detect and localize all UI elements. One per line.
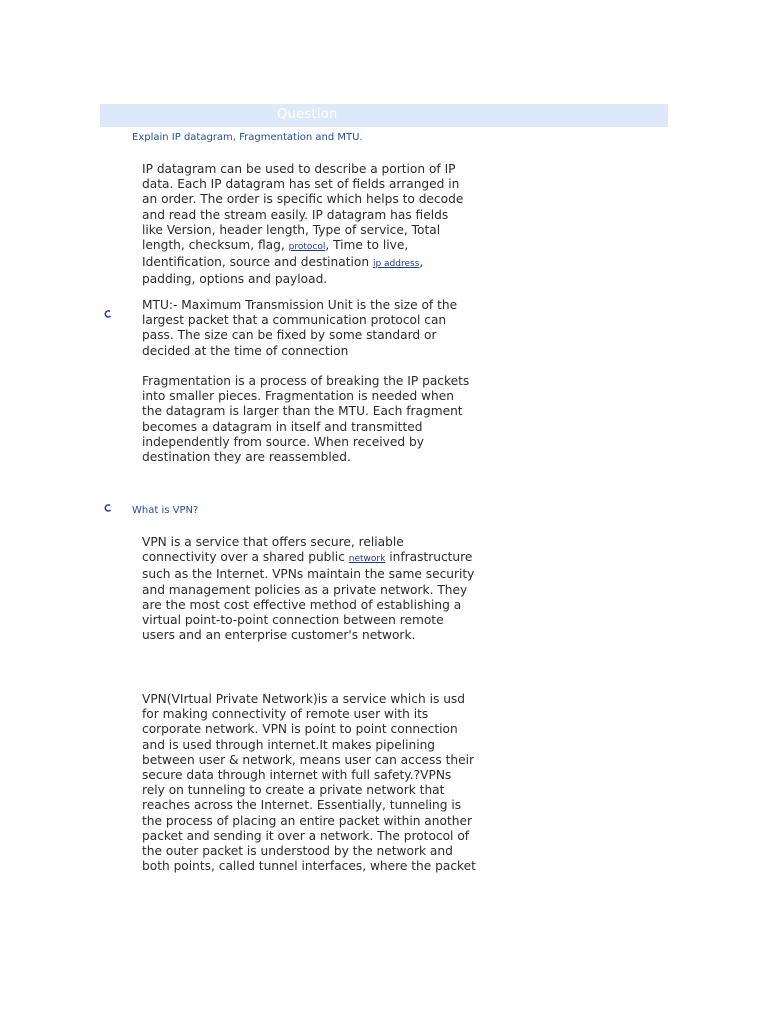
answer-2-paragraph-1: VPN is a service that offers secure, reliable connectivity over a shared public network infrastructure such as the Internet. VPNs maintain the same security and management policies as a private network. They are the most cost effective method of establishing a virtual point-to-point connection between remote users and an enterprise customer's network.	[142, 535, 475, 643]
answer-1-paragraph-1: IP datagram can be used to describe a portion of IP data. Each IP datagram has set of fields arranged in an order. The order is specific which helps to decode and read the stream easily. IP datagram has fields like Version, header length, Type of service, Total length, checksum, flag, protocol, Time to live, Identification, source and destination ip address, padding, options and payload.	[142, 162, 464, 287]
answer-1-paragraph-3: Fragmentation is a process of breaking the IP packets into smaller pieces. Fragmentation is needed when the datagram is larger than the MTU. Each fragment becomes a datagram in itself and transmitted independently from source. When received by destination they are reassembled.	[142, 374, 470, 465]
question-header-bar	[100, 104, 668, 127]
answer-2-paragraph-2: VPN(VIrtual Private Network)is a service which is usd for making connectivity of remote user with its corporate network. VPN is point to point connection and is used through internet.It makes pipelining between user & network, means user can access their secure data through internet with full safety.?VPNs rely on tunneling to create a private network that reaches across the Internet. Essentially, tunneling is the process of placing an entire packet within another packet and sending it over a network. The protocol of the outer packet is understood by the network and both points, called tunnel interfaces, where the packet	[142, 692, 476, 874]
question-2-title: What is VPN?	[132, 505, 199, 516]
answer-1-paragraph-2: MTU:- Maximum Transmission Unit is the size of the largest packet that a communication protocol can pass. The size can be fixed by some standard or decided at the time of connection	[142, 298, 458, 358]
question-1-title: Explain IP datagram, Fragmentation and MTU.	[132, 132, 363, 143]
ip-address-link[interactable]: ip address	[372, 259, 420, 270]
protocol-link[interactable]: protocol	[288, 242, 326, 253]
network-link[interactable]: network	[348, 554, 386, 565]
bullet-icon	[104, 504, 112, 512]
question-header-title: Question	[277, 107, 338, 122]
bullet-icon	[104, 310, 112, 318]
